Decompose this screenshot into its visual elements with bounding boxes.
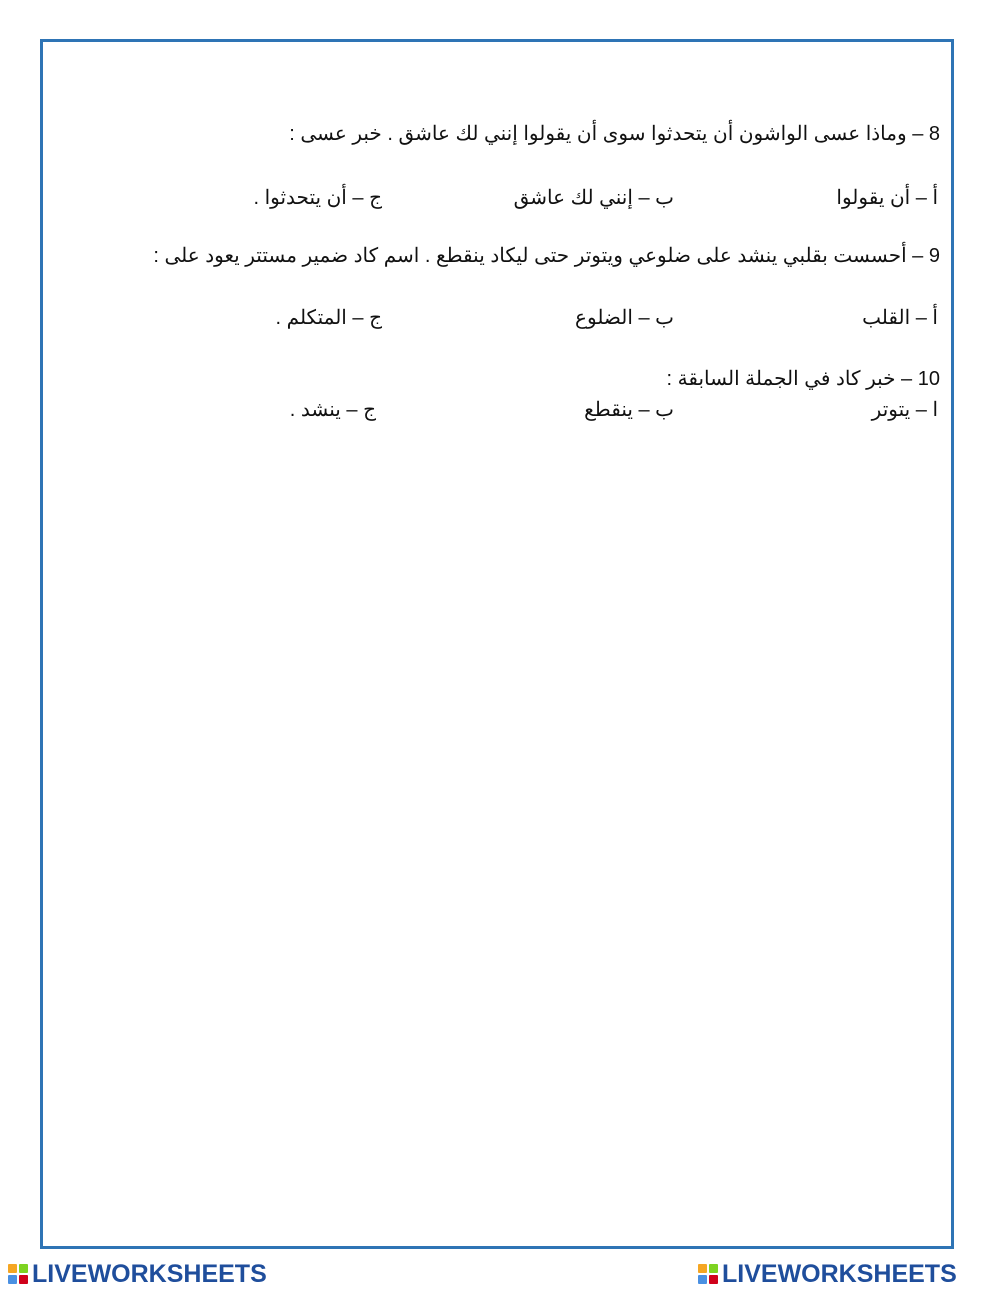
q9-option-c: ج – المتكلم . [275, 307, 382, 329]
footer-brand-left [8, 1260, 267, 1288]
q10-option-c: ج – ينشد . [289, 399, 376, 421]
q9-option-a: أ – القلب [862, 307, 938, 329]
q9-option-b: ب – الضلوع [575, 307, 674, 329]
brand-text-right: LIVEWORKSHEETS [722, 1259, 957, 1288]
q10-option-b: ب – ينقطع [584, 399, 674, 421]
question-10: 10 – خبر كاد في الجملة السابقة : [666, 368, 940, 390]
question-9: 9 – أحسست بقلبي ينشد على ضلوعي ويتوتر حتى ليكاد ينقطع . اسم كاد ضمير مستتر يعود على : [153, 245, 940, 267]
q10-option-a: ا – يتوتر [871, 399, 938, 421]
brand-text-left: LIVEWORKSHEETS [32, 1259, 267, 1288]
question-8: 8 – وماذا عسى الواشون أن يتحدثوا سوى أن يقولوا إنني لك عاشق . خبر عسى : [289, 123, 940, 145]
liveworksheets-logo-icon [8, 1264, 28, 1284]
liveworksheets-logo-icon [698, 1264, 718, 1284]
q8-option-c: ج – أن يتحدثوا . [253, 187, 382, 209]
page-frame [40, 39, 954, 1249]
q8-option-b: ب – إنني لك عاشق [513, 187, 674, 209]
q8-option-a: أ – أن يقولوا [836, 187, 938, 209]
footer-brand-right [698, 1260, 957, 1288]
